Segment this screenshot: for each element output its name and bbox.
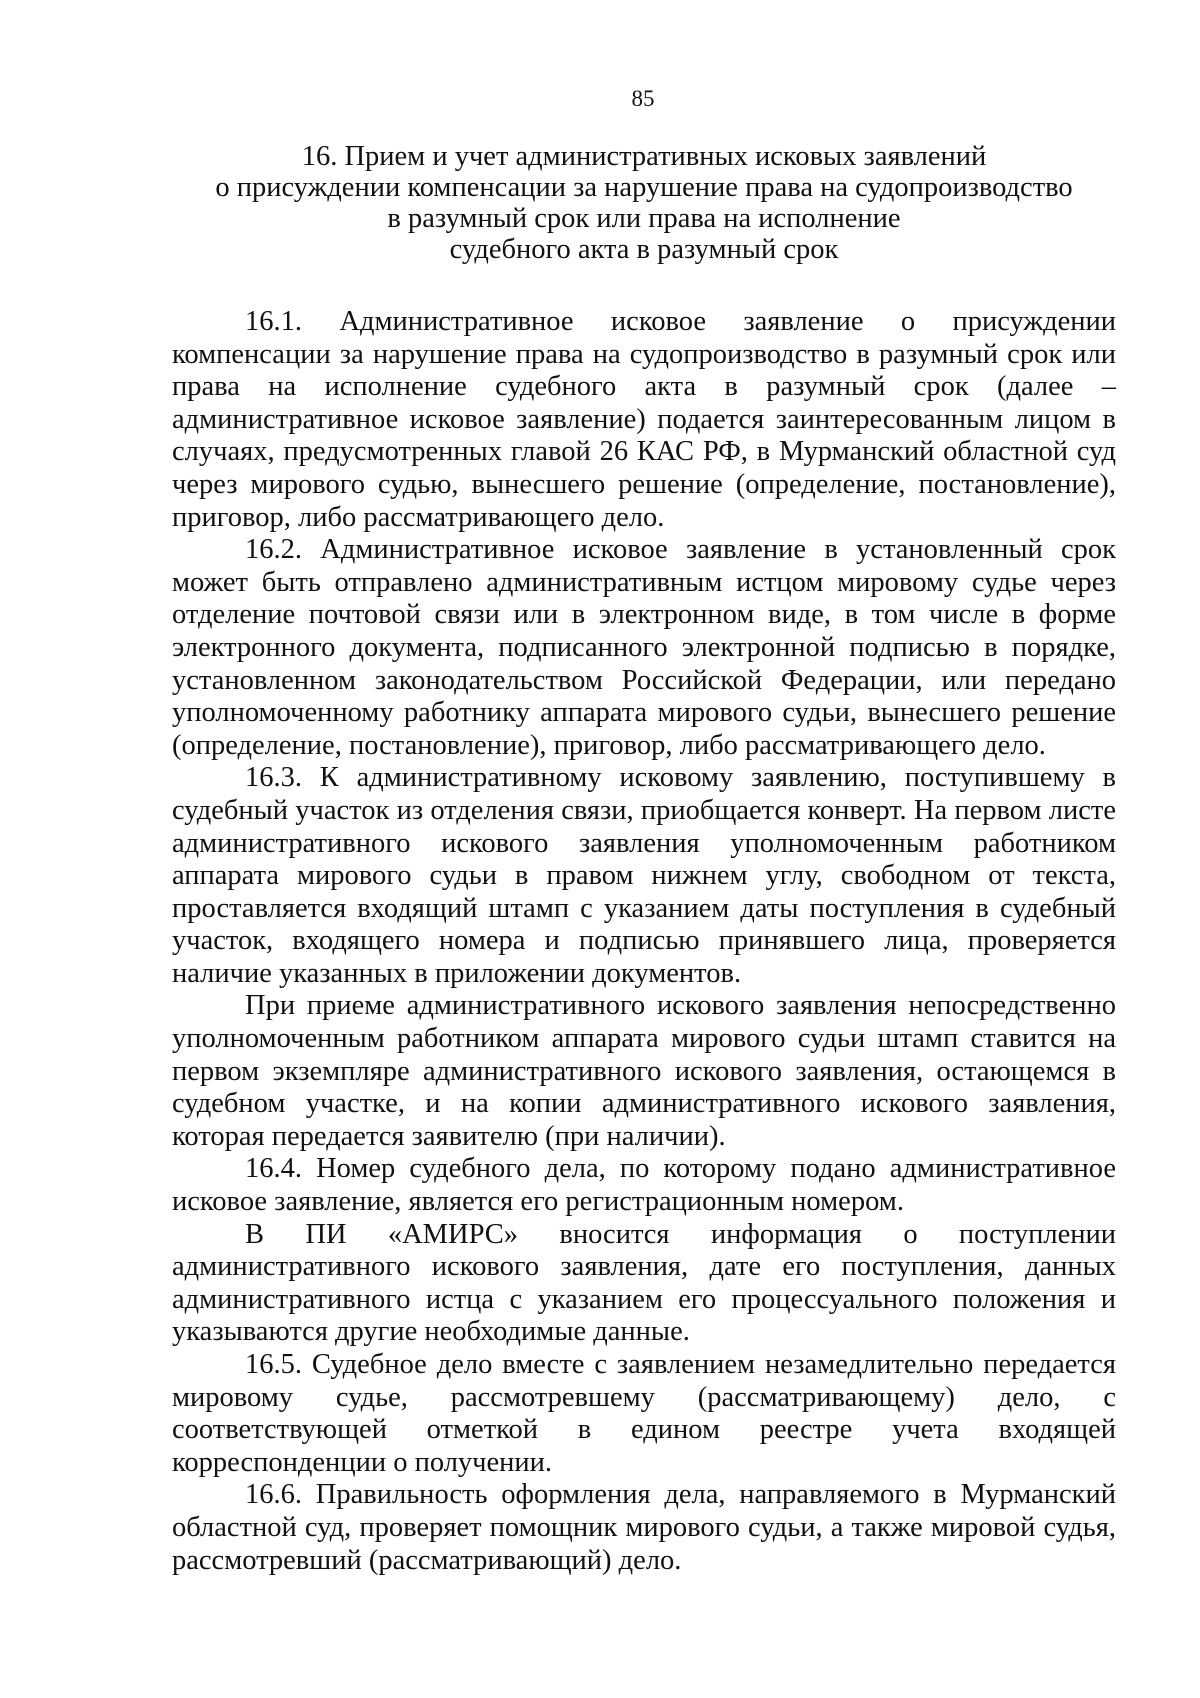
- paragraph-16-4: 16.4. Номер судебного дела, по которому подано административное исковое заявление, является его регистрационным номером.: [172, 1153, 1116, 1218]
- paragraph-16-3-continued: При приеме административного искового заявления непосредственно уполномоченным работником аппарата мирового судьи штамп ставится на первом экземпляре административного искового заявления, остающемся в судебном участке, и на копии административного искового заявления, которая передается заявителю (при наличии).: [172, 990, 1116, 1152]
- paragraph-16-1: 16.1. Административное исковое заявление о присуждении компенсации за нарушение права на судопроизводство в разумный срок или права на исполнение судебного акта в разумный срок (далее – административное исковое заявление) подается заинтересованным лицом в случаях, предусмотренных главой 26 КАС РФ, в Мурманский областной суд через мирового судью, вынесшего решение (определение, постановление), приговор, либо рассматривающего дело.: [172, 306, 1116, 533]
- paragraph-16-4-amirs: В ПИ «АМИРС» вносится информация о поступлении административного искового заявления, дате его поступления, данных административного истца с указанием его процессуального положения и указываются другие необходимые данные.: [172, 1218, 1116, 1348]
- heading-line: судебного акта в разумный срок: [449, 234, 839, 265]
- heading-line: в разумный срок или права на исполнение: [387, 203, 901, 234]
- paragraph-16-2: 16.2. Административное исковое заявление в установленный срок может быть отправлено административным истцом мировому судье через отделение почтовой связи или в электронном виде, в том числе в форме электронного документа, подписанного электронной подписью в порядке, установленном законодательством Российской Федерации, или передано уполномоченному работнику аппарата мирового судьи, вынесшего решение (определение, постановление), приговор, либо рассматривающего дело.: [172, 534, 1116, 761]
- document-body: [172, 306, 1116, 1577]
- section-heading: [172, 141, 1116, 265]
- page-number: 85: [631, 86, 655, 111]
- heading-line: о присуждении компенсации за нарушение права на судопроизводство: [215, 172, 1073, 203]
- heading-line: 16. Прием и учет административных исковых заявлений: [301, 141, 987, 172]
- paragraph-16-6: 16.6. Правильность оформления дела, направляемого в Мурманский областной суд, проверяет помощник мирового судьи, а также мировой судья, рассмотревший (рассматривающий) дело.: [172, 1479, 1116, 1576]
- paragraph-16-3: 16.3. К административному исковому заявлению, поступившему в судебный участок из отделения связи, приобщается конверт. На первом листе административного искового заявления уполномоченным работником аппарата мирового судьи в правом нижнем углу, свободном от текста, проставляется входящий штамп с указанием даты поступления в судебный участок, входящего номера и подписью принявшего лица, проверяется наличие указанных в приложении документов.: [172, 762, 1116, 989]
- paragraph-16-5: 16.5. Судебное дело вместе с заявлением незамедлительно передается мировому судье, рассмотревшему (рассматривающему) дело, с соответствующей отметкой в едином реестре учета входящей корреспонденции о получении.: [172, 1349, 1116, 1478]
